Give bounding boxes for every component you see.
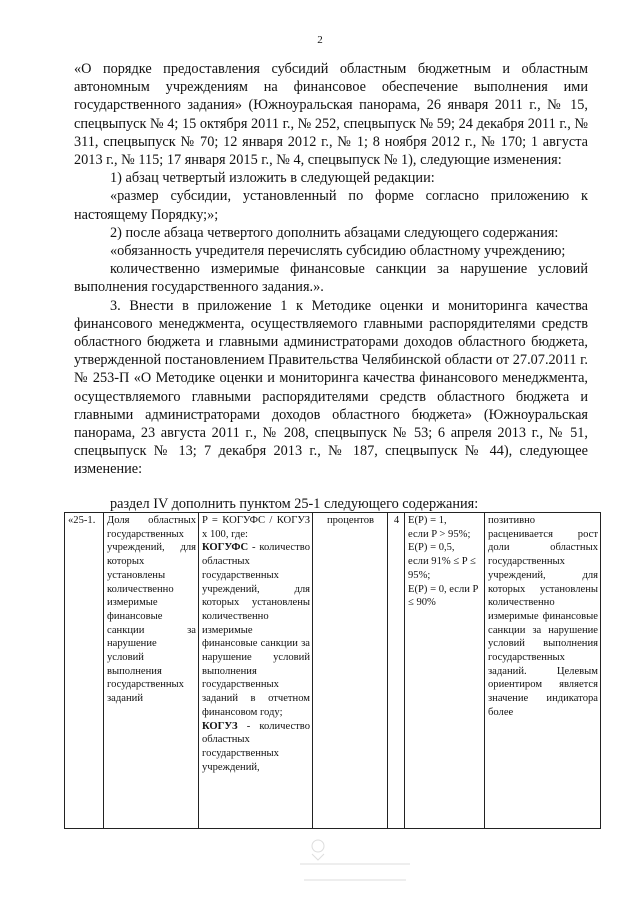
paragraph: 1) абзац четвертый изложить в следующей редакции:: [110, 170, 435, 187]
indicator-name-cell: Доля областных государственных учреждений, для которых установлены количественно измеримые финансовые санкции за нарушение условий выполнения государственных заданий: [104, 513, 199, 829]
unit-cell: процентов: [313, 513, 388, 829]
evaluation-line: E(P) = 0,5,: [408, 542, 455, 554]
paragraph: «размер субсидии, установленный по форме согласно приложению к настоящему Порядку;»;: [74, 188, 588, 223]
term-kogufs-definition: - количество областных государственных учреждений, для которых установлены количественно измеримые финансовые санкции за нарушение условий выполнения государственных заданий в отчетном финансовом году;: [202, 542, 310, 718]
paragraph: «обязанность учредителя перечислять субсидию областному учреждению;: [110, 243, 566, 260]
term-koguz: КОГУЗ: [202, 720, 238, 732]
evaluation-cell: [405, 513, 485, 829]
formula-cell: [199, 513, 313, 829]
document-body: [74, 60, 588, 479]
stamp-emblem-icon: [290, 836, 420, 896]
evaluation-line: если 91% ≤ P ≤ 95%;: [408, 556, 476, 581]
evaluation-line: E(P) = 1,: [408, 515, 447, 526]
table-row: [65, 513, 601, 829]
item-number-cell: «25-1.: [65, 513, 104, 829]
comment-cell: позитивно расценивается рост доли областных государственных учреждений, для которых установлены количественно измеримые финансовые санкции за нарушение условий выполнения государственных заданий. Целевым ориентиром является значение индикатора более: [485, 513, 601, 829]
table-intro: раздел IV дополнить пунктом 25-1 следующего содержания:: [110, 496, 479, 512]
paragraph: количественно измеримые финансовые санкции за нарушение условий выполнения государственного задания.».: [74, 261, 588, 296]
term-kogufs: КОГУФС: [202, 542, 249, 554]
faint-stamp: [290, 836, 420, 896]
weight-cell: 4: [388, 513, 405, 829]
evaluation-line: если P > 95%;: [408, 528, 471, 540]
paragraph: «О порядке предоставления субсидий областным бюджетным и областным автономным учреждениям на финансовое обеспечение выполнения ими государственного задания» (Южноуральская панорама, 26 января 2011 г., № 15, спецвыпуск № 4; 15 октября 2011 г., № 252, спецвыпуск № 59; 24 декабря 2011 г., № 311, спецвыпуск № 70; 12 января 2012 г., № 1; 8 ноября 2012 г., № 170; 1 августа 2013 г., № 115; 17 января 2015 г., № 4, спецвыпуск № 1), следующие изменения:: [74, 61, 588, 169]
paragraph: 2) после абзаца четвертого дополнить абзацами следующего содержания:: [110, 224, 559, 241]
paragraph: 3. Внести в приложение 1 к Методике оценки и мониторинга качества финансового менеджмента, осуществляемого главными распорядителями средств областного бюджета и главными администраторами доходов областного бюджета, утвержденной постановлением Правительства Челябинской области от 27.07.2011 г. № 253-П «О Методике оценки и мониторинга качества финансового менеджмента, осуществляемого главными распорядителями средств областного бюджета и главными администраторами доходов областного бюджета» (Южноуральская панорама, 23 августа 2011 г., № 208, спецвыпуск № 53; 6 апреля 2013 г., № 51, спецвыпуск № 13; 7 декабря 2013 г., № 187, спецвыпуск № 44), следующее изменение:: [74, 297, 588, 478]
indicator-table: [64, 512, 601, 829]
page-number: 2: [317, 34, 323, 46]
formula-text: P = КОГУФС / КОГУЗ x 100, где:: [202, 515, 310, 540]
evaluation-line: E(P) = 0, если P ≤ 90%: [408, 583, 479, 609]
term-koguz-definition: - количество областных государственных учреждений,: [202, 720, 310, 773]
